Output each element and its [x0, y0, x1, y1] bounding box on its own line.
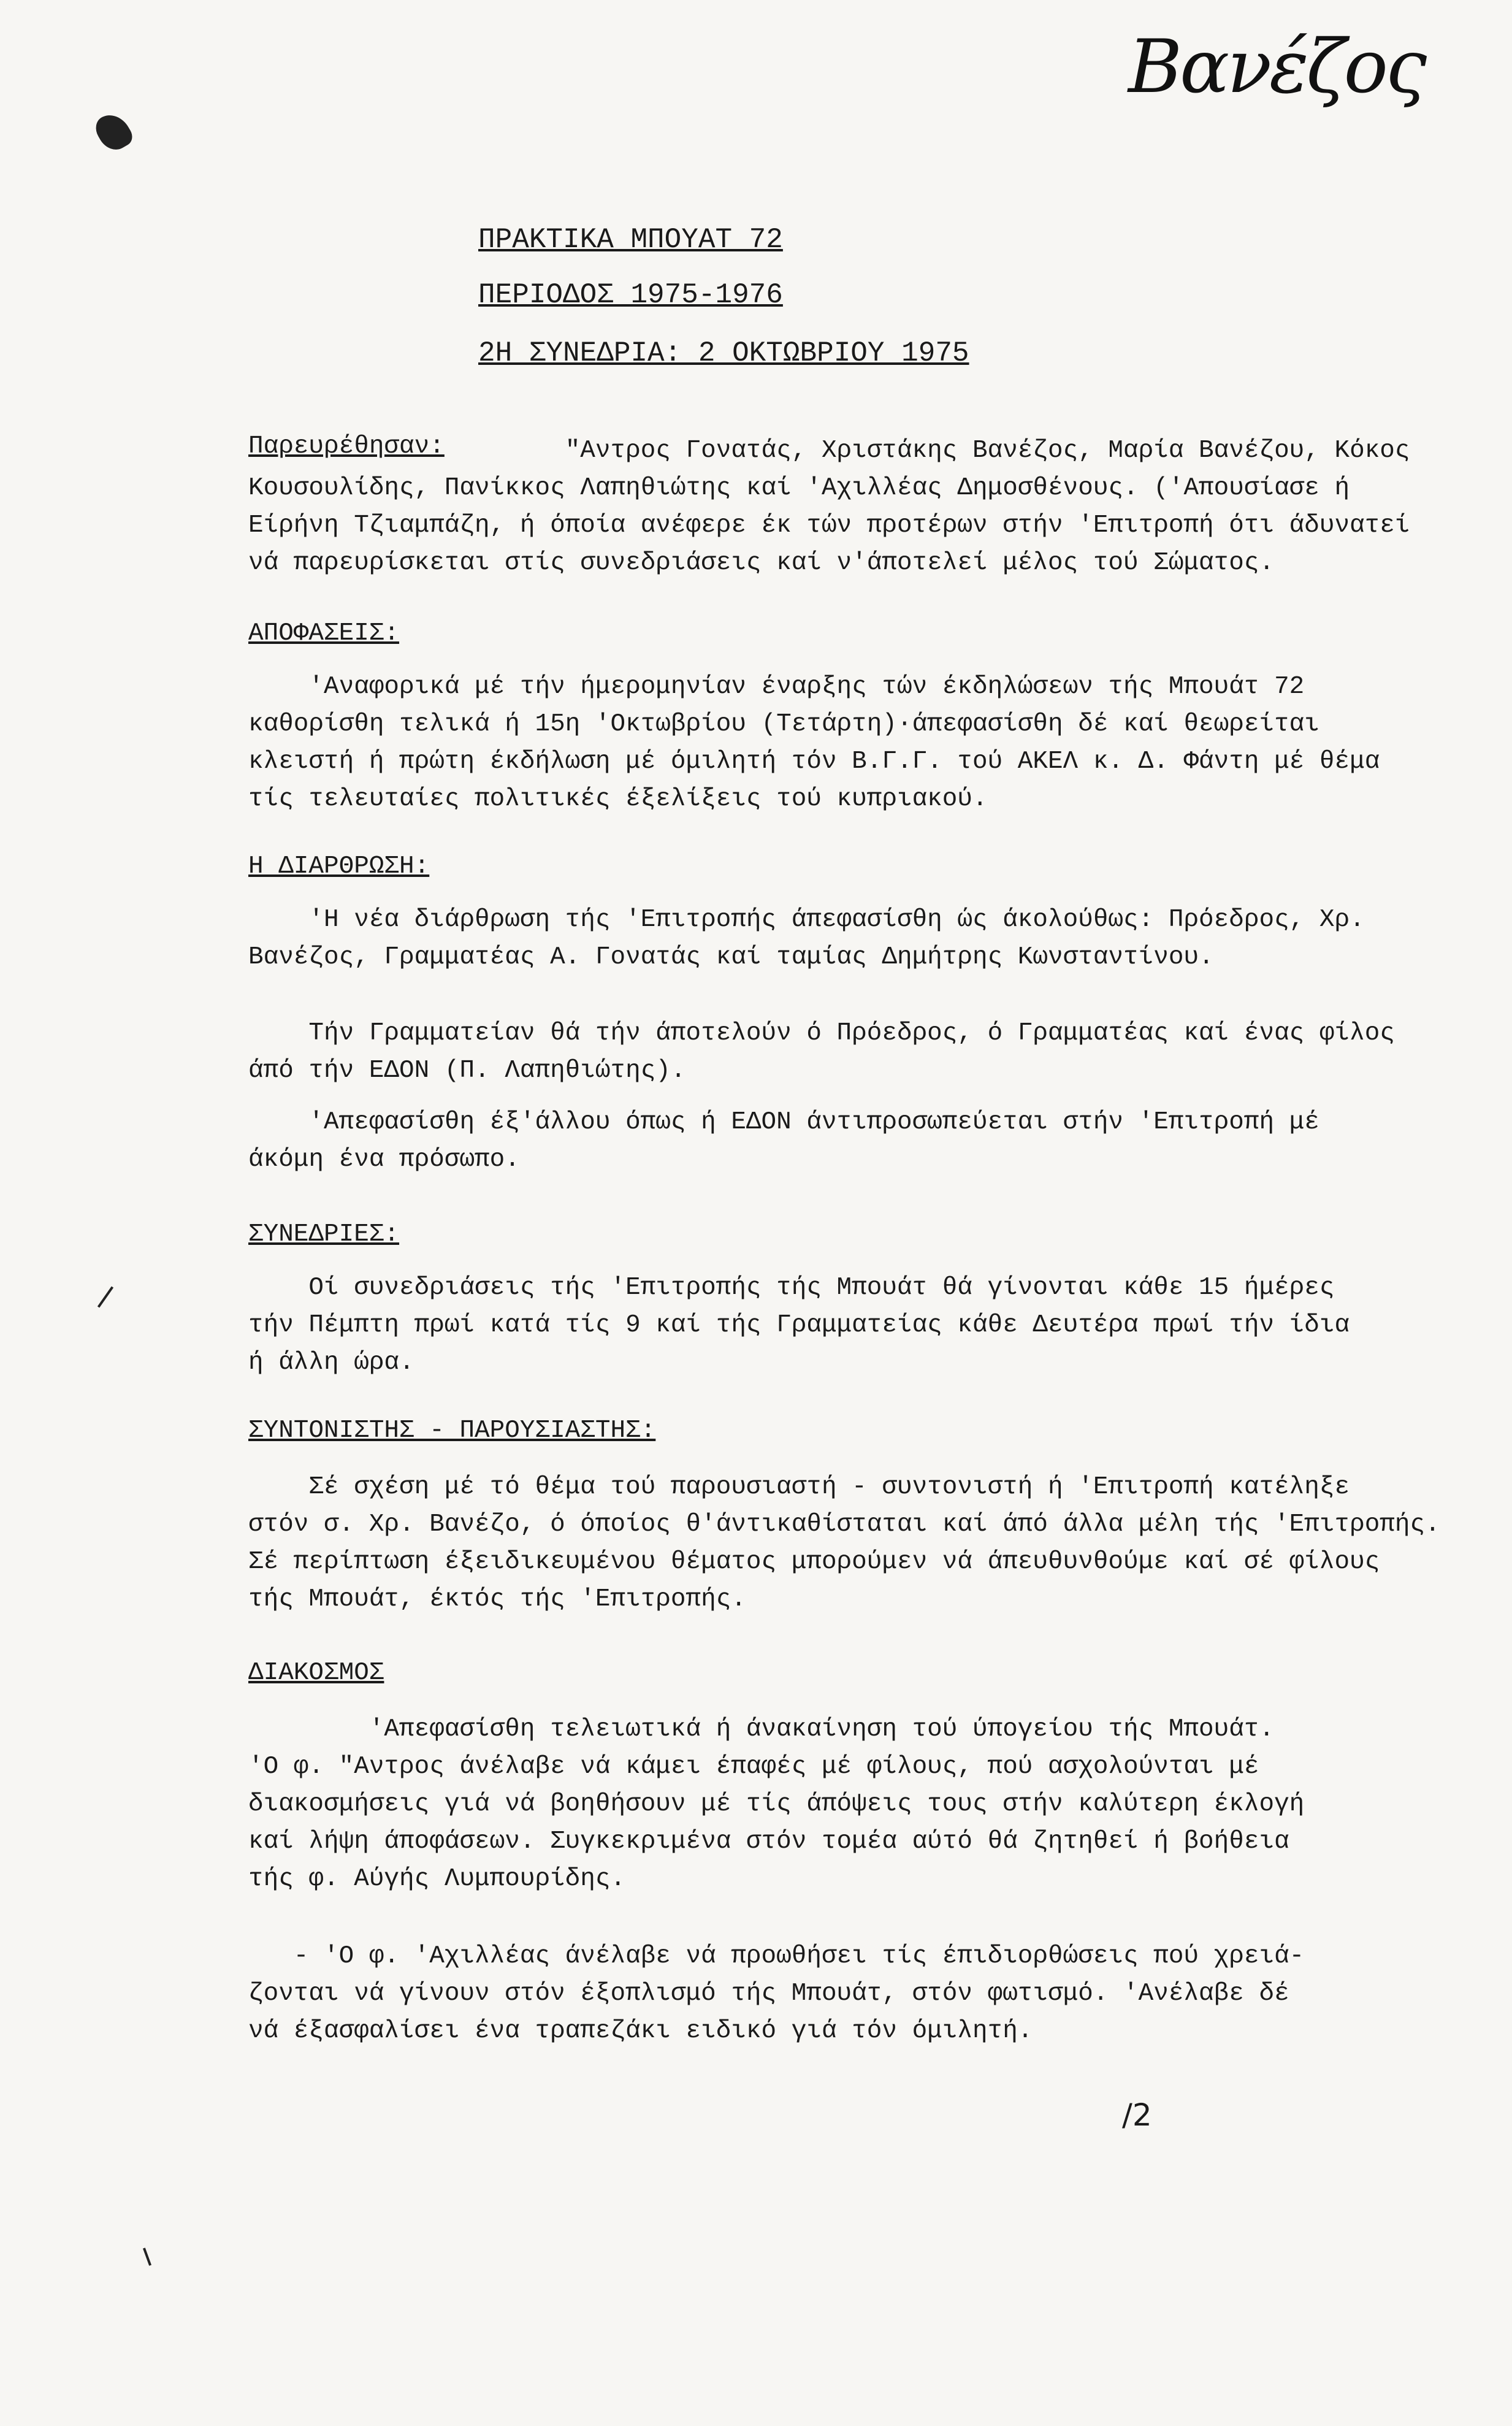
page-number: /2 [1122, 2097, 1152, 2133]
scan-speck [91, 109, 136, 156]
section-heading-structure: Η ΔΙΑΡΘΡΩΣΗ: [248, 852, 430, 881]
structure-paragraph-3: 'Απεφασίσθη έξ'άλλου όπως ή ΕΔΟΝ άντιπροσωπεύεται στήν 'Επιτροπή μέ άκόμη ένα πρόσωπο. [248, 1108, 1319, 1174]
margin-mark [97, 1286, 113, 1307]
section-heading-decoration: ΔΙΑΚΟΣΜΟΣ [248, 1659, 384, 1687]
decoration-paragraph-1: 'Απεφασίσθη τελειωτικά ή άνακαίνηση τού ύπογείου τής Μπουάτ. 'Ο φ. "Αντρος άνέλαβε νά κάμει έπαφές μέ φίλους, πού ασχολούνται μέ διακοσμήσεις γιά νά βοηθήσουν μέ τίς άπόψεις τους στήν καλύτερη έκλογή καί λήψη άποφάσεων. Συγκεκριμένα στόν τομέα αύτό θά ζητηθεί ή βοήθεια τής φ. Αύγής Λυμπουρίδης. [248, 1715, 1305, 1893]
handwritten-note: Βανέζος [1128, 25, 1425, 110]
attendance-label: Παρευρέθησαν: [248, 432, 445, 461]
document-title: ΠΡΑΚΤΙΚΑ ΜΠΟΥΑΤ 72 [478, 224, 783, 256]
meetings-paragraph: Οί συνεδριάσεις τής 'Επιτροπής τής Μπουάτ θά γίνονται κάθε 15 ήμέρες τήν Πέμπτη πρωί κατά τίς 9 καί τής Γραμματείας κάθε Δευτέρα πρωί τήν ίδια ή άλλη ώρα. [248, 1274, 1350, 1377]
structure-paragraph-1: 'Η νέα διάρθρωση τής 'Επιτροπής άπεφασίσθη ώς άκολούθως: Πρόεδρος, Χρ. Βανέζος, Γραμματέας Α. Γονατάς καί ταμίας Δημήτρης Κωνσταντίνου. [248, 906, 1365, 971]
section-heading-coordinator: ΣΥΝΤΟΝΙΣΤΗΣ - ΠΑΡΟΥΣΙΑΣΤΗΣ: [248, 1417, 656, 1445]
section-heading-decisions: ΑΠΟΦΑΣΕΙΣ: [248, 619, 400, 648]
session-title: 2Η ΣΥΝΕΔΡΙΑ: 2 ΟΚΤΩΒΡΙΟΥ 1975 [478, 337, 969, 369]
attendance-text: "Αντρος Γονατάς, Χριστάκης Βανέζος, Μαρία Βανέζου, Κόκος Κουσουλίδης, Πανίκκος Λαπηθιώτης καί 'Αχιλλέας Δημοσθένους. ('Απουσίασε ή Είρήνη Τζιαμπάζη, ή όποία ανέφερε έκ τών προτέρων στήν 'Επιτροπή ότι άδυνατεί νά παρευρίσκεται στίς συνεδριάσεις καί ν'άποτελεί μέλος τού Σώματος. [248, 437, 1410, 577]
period-title: ΠΕΡΙΟΔΟΣ 1975-1976 [478, 279, 783, 311]
margin-mark [143, 2248, 151, 2266]
decisions-paragraph: 'Αναφορικά μέ τήν ήμερομηνίαν έναρξης τών έκδηλώσεων τής Μπουάτ 72 καθορίσθη τελικά ή 15η 'Οκτωβρίου (Τετάρτη)·άπεφασίσθη δέ καί θεωρείται κλειστή ή πρώτη έκδήλωση μέ όμιλητή τόν Β.Γ.Γ. τού ΑΚΕΛ κ. Δ. Φάντη μέ θέμα τίς τελευταίες πολιτικές έξελίξεις τού κυπριακού. [248, 673, 1380, 813]
structure-paragraph-2: Τήν Γραμματείαν θά τήν άποτελούν ό Πρόεδρος, ό Γραμματέας καί ένας φίλος άπό τήν ΕΔΟΝ (Π. Λαπηθιώτης). [248, 1019, 1395, 1085]
coordinator-paragraph: Σέ σχέση μέ τό θέμα τού παρουσιαστή - συντονιστή ή 'Επιτροπή κατέληξε στόν σ. Χρ. Βανέζο, ό όποίος θ'άντικαθίσταται καί άπό άλλα μέλη τής 'Επιτροπής. Σέ περίπτωση έξειδικευμένου θέματος μπορούμεν νά άπευθυνθούμε καί σέ φίλους τής Μπουάτ, έκτός τής 'Επιτροπής. [248, 1473, 1440, 1613]
section-heading-meetings: ΣΥΝΕΔΡΙΕΣ: [248, 1220, 400, 1249]
decoration-paragraph-2: - 'Ο φ. 'Αχιλλέας άνέλαβε νά προωθήσει τίς έπιδιορθώσεις πού χρειά- ζονται νά γίνουν στόν έξοπλισμό τής Μπουάτ, στόν φωτισμό. 'Ανέλαβε δέ νά έξασφαλίσει ένα τραπεζάκι ειδικό γιά τόν όμιλητή. [248, 1942, 1305, 2045]
